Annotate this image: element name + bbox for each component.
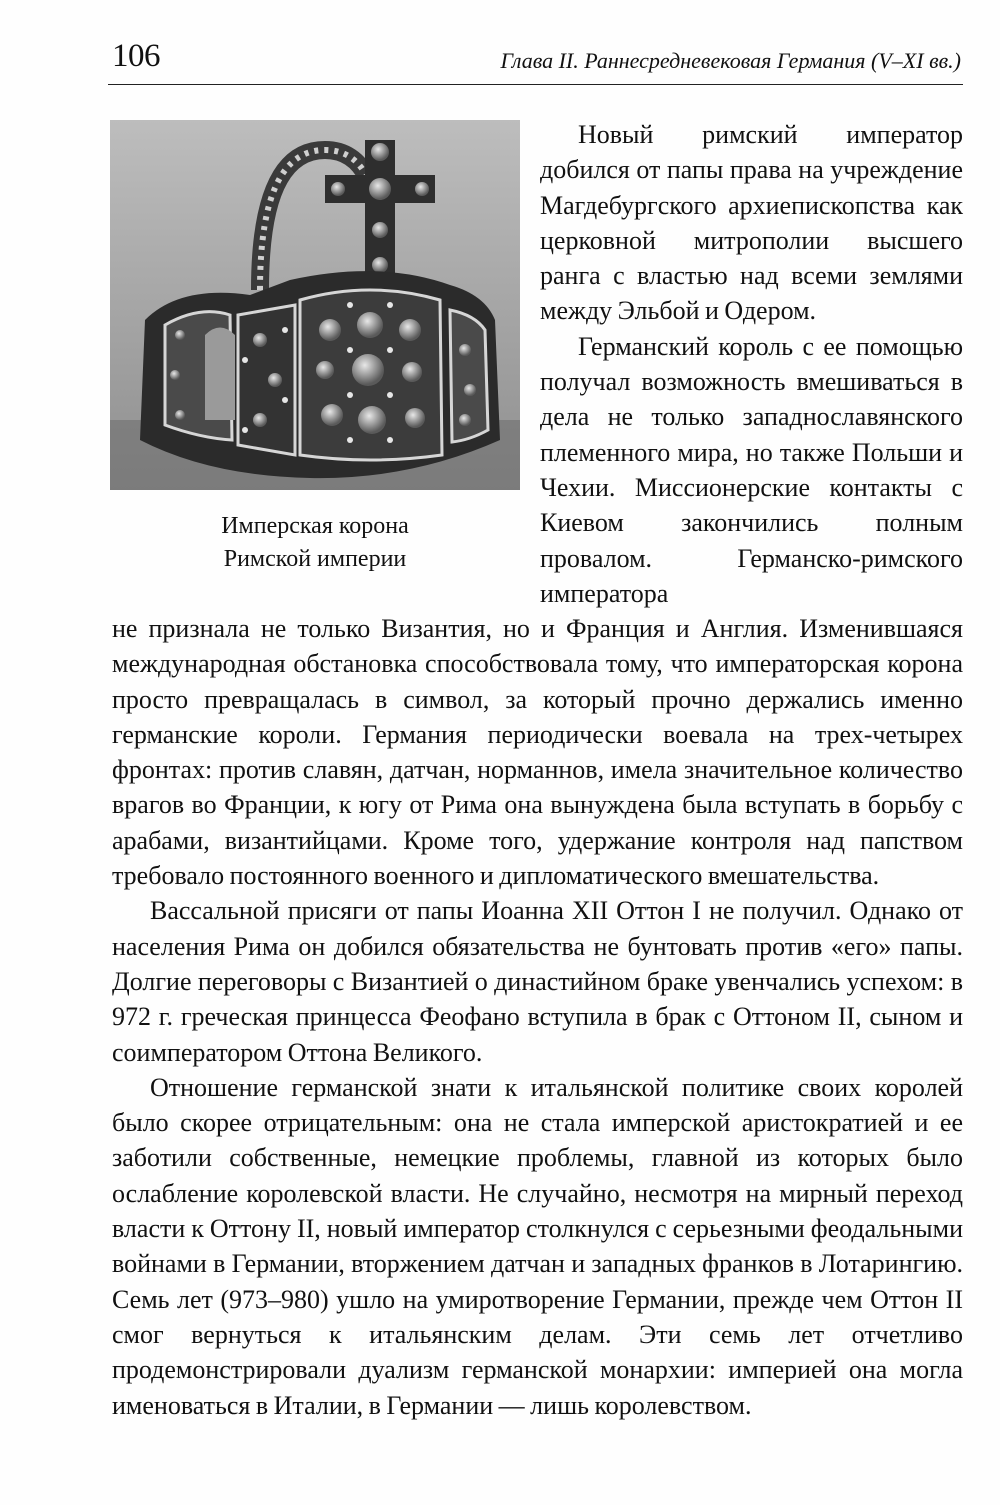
caption-line-1: Имперская корона xyxy=(221,513,409,539)
crown-figure xyxy=(110,120,520,490)
running-head: Глава II. Раннесредневековая Германия (V–XI вв.) xyxy=(500,48,961,73)
paragraph-2-continued: не признала не только Византия, но и Франция и Англия. Изменившаяся международная обстановка способствовала тому, что императорская корона просто превращалась в символ, за который прочно держались именно германские короли. Германия периодически воевала на трех-четырех фронтах: против славян, датчан, норманнов, имела значительное количество врагов во Франции, к югу от Рима она вынуждена была вступать в борьбу с арабами, византийцами. Кроме того, удержание контроля над папством требовало постоянного военного и дипломатического вмешательства. xyxy=(112,614,963,891)
caption-line-2: Римской империи xyxy=(223,546,407,572)
full-width-text xyxy=(112,611,963,1423)
page-number: 106 xyxy=(112,38,160,74)
paragraph-1: Новый римский император добился от папы права на учреждение Магдебургского архиепископства как церковной митрополии высшего ранга с властью над всеми землями между Эльбой и Одером. xyxy=(540,120,963,326)
figure-caption xyxy=(110,510,520,576)
side-column-text xyxy=(540,117,963,611)
paragraph-3: Вассальной присяги от папы Иоанна XII Оттон I не получил. Однако от населения Рима он добился обязательства не бунтовать против «его» папы. Долгие переговоры с Византией о династийном браке увенчались успехом: в 972 г. греческая принцесса Феофано вступила в брак с Оттоном II, сыном и соимператором Оттона Великого. xyxy=(112,896,964,1067)
crown-photo xyxy=(110,120,520,490)
page-header xyxy=(108,38,963,85)
paragraph-4: Отношение германской знати к итальянской политике своих королей было скорее отрицательным: она не стала имперской аристократией и ее заботили собственные, немецкие проблемы, главной из которых было ослабление королевской власти. Не случайно, несмотря на мирный переход власти к Оттону II, новый император столкнулся с серьезными феодальными войнами в Германии, вторжением датчан и западных франков в Лотарингию. Семь лет (973–980) ушло на умиротворение Германии, прежде чем Оттон II смог вернуться к итальянским делам. Эти семь лет отчетливо продемонстрировали дуализм германской монархии: империей она могла именоваться в Италии, в Германии — лишь королевством. xyxy=(112,1072,963,1420)
paragraph-2-start: Германский король с ее помощью получал возможность вмешиваться в дела не только западнославянского племенного мира, но также Польши и Чехии. Миссионерские контакты с Киевом закончились полным провалом. Германско-римского императора xyxy=(540,331,963,608)
